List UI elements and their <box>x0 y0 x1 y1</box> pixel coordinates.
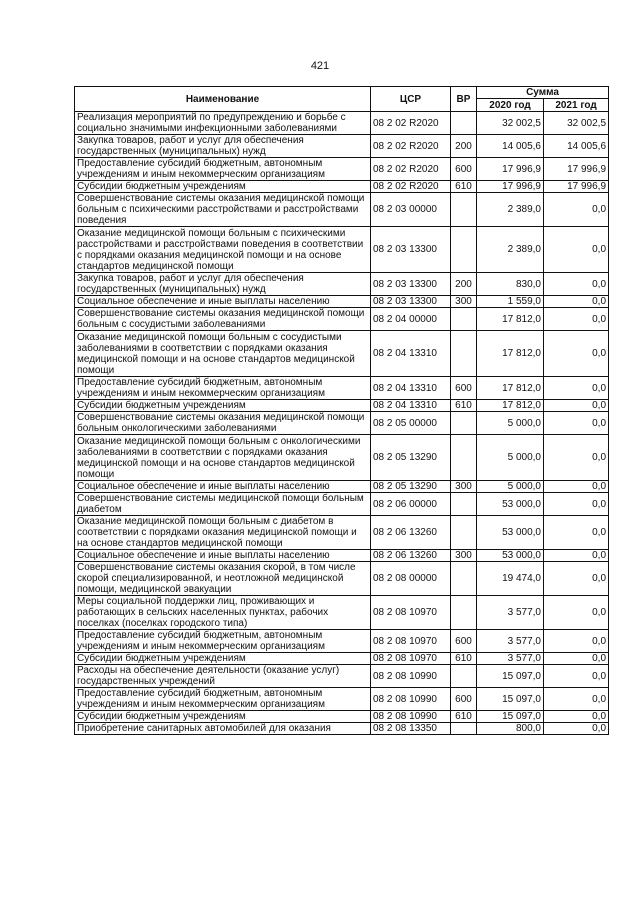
row-vr: 300 <box>451 296 477 308</box>
row-sum-2021: 0,0 <box>544 493 609 516</box>
table-row <box>75 158 609 181</box>
table-row <box>75 227 609 273</box>
header-csr: ЦСР <box>371 87 451 112</box>
row-sum-2020: 14 005,6 <box>477 135 544 158</box>
row-sum-2020: 17 996,9 <box>477 181 544 193</box>
row-sum-2021: 0,0 <box>544 550 609 562</box>
row-vr <box>451 435 477 481</box>
row-vr: 610 <box>451 400 477 412</box>
row-name: Реализация мероприятий по предупреждению и борьбе с социально значимыми инфекционными заболеваниями <box>75 112 371 135</box>
row-sum-2020: 5 000,0 <box>477 412 544 435</box>
row-sum-2020: 830,0 <box>477 273 544 296</box>
table-row <box>75 723 609 735</box>
row-name: Меры социальной поддержки лиц, проживающих и работающих в сельских населенных пунктах, рабочих поселках (поселках городского типа) <box>75 596 371 630</box>
row-sum-2021: 0,0 <box>544 296 609 308</box>
row-sum-2020: 17 996,9 <box>477 158 544 181</box>
row-vr <box>451 493 477 516</box>
table-row <box>75 596 609 630</box>
row-sum-2020: 15 097,0 <box>477 688 544 711</box>
row-sum-2020: 32 002,5 <box>477 112 544 135</box>
row-sum-2021: 0,0 <box>544 377 609 400</box>
row-vr <box>451 562 477 596</box>
row-name: Оказание медицинской помощи больным с психическими расстройствами и расстройствами поведения в соответствии с порядками оказания медицинской помощи и на основе стандартов медицинской помощи <box>75 227 371 273</box>
row-name: Социальное обеспечение и иные выплаты населению <box>75 481 371 493</box>
row-csr: 08 2 08 10970 <box>371 596 451 630</box>
row-csr: 08 2 08 10990 <box>371 688 451 711</box>
row-vr: 600 <box>451 630 477 653</box>
row-csr: 08 2 06 13260 <box>371 550 451 562</box>
row-csr: 08 2 06 13260 <box>371 516 451 550</box>
header-sum: Сумма <box>477 87 609 99</box>
row-csr: 08 2 08 10990 <box>371 665 451 688</box>
row-sum-2020: 3 577,0 <box>477 653 544 665</box>
row-sum-2020: 15 097,0 <box>477 665 544 688</box>
row-csr: 08 2 02 R2020 <box>371 112 451 135</box>
header-vr: ВР <box>451 87 477 112</box>
row-vr: 200 <box>451 135 477 158</box>
row-vr <box>451 227 477 273</box>
row-sum-2020: 17 812,0 <box>477 331 544 377</box>
row-sum-2021: 0,0 <box>544 412 609 435</box>
table-row <box>75 562 609 596</box>
table-body <box>75 112 609 735</box>
row-vr: 600 <box>451 158 477 181</box>
row-csr: 08 2 02 R2020 <box>371 135 451 158</box>
row-name: Социальное обеспечение и иные выплаты населению <box>75 550 371 562</box>
row-csr: 08 2 08 13350 <box>371 723 451 735</box>
row-sum-2021: 14 005,6 <box>544 135 609 158</box>
row-name: Оказание медицинской помощи больным с диабетом в соответствии с порядками оказания медицинской помощи и на основе стандартов медицинской помощи <box>75 516 371 550</box>
row-vr <box>451 412 477 435</box>
row-sum-2020: 3 577,0 <box>477 596 544 630</box>
row-sum-2021: 0,0 <box>544 400 609 412</box>
row-csr: 08 2 05 13290 <box>371 435 451 481</box>
table-row <box>75 331 609 377</box>
row-vr <box>451 665 477 688</box>
row-vr: 300 <box>451 481 477 493</box>
row-sum-2021: 0,0 <box>544 435 609 481</box>
row-name: Совершенствование системы оказания медицинской помощи больным с психическими расстройствами и расстройствами поведения <box>75 193 371 227</box>
row-csr: 08 2 08 00000 <box>371 562 451 596</box>
row-sum-2021: 0,0 <box>544 562 609 596</box>
row-vr <box>451 723 477 735</box>
row-sum-2021: 0,0 <box>544 711 609 723</box>
row-sum-2020: 2 389,0 <box>477 227 544 273</box>
row-sum-2021: 0,0 <box>544 331 609 377</box>
row-name: Совершенствование системы оказания скорой, в том числе скорой специализированной, и неотложной медицинской помощи, медицинской эвакуации <box>75 562 371 596</box>
row-sum-2021: 0,0 <box>544 273 609 296</box>
table-row <box>75 711 609 723</box>
row-csr: 08 2 03 13300 <box>371 227 451 273</box>
budget-table <box>74 86 609 735</box>
row-name: Предоставление субсидий бюджетным, автономным учреждениям и иным некоммерческим организациям <box>75 377 371 400</box>
row-csr: 08 2 03 13300 <box>371 273 451 296</box>
row-sum-2020: 5 000,0 <box>477 481 544 493</box>
row-csr: 08 2 04 13310 <box>371 400 451 412</box>
page-number: 421 <box>310 60 330 72</box>
row-vr <box>451 516 477 550</box>
row-vr: 200 <box>451 273 477 296</box>
table-row <box>75 193 609 227</box>
row-sum-2020: 17 812,0 <box>477 377 544 400</box>
row-csr: 08 2 08 10970 <box>371 630 451 653</box>
row-vr: 610 <box>451 181 477 193</box>
row-name: Социальное обеспечение и иные выплаты населению <box>75 296 371 308</box>
row-name: Оказание медицинской помощи больным с онкологическими заболеваниями в соответствии с порядками оказания медицинской помощи и на основе стандартов медицинской помощи <box>75 435 371 481</box>
row-name: Закупка товаров, работ и услуг для обеспечения государственных (муниципальных) нужд <box>75 273 371 296</box>
row-sum-2020: 5 000,0 <box>477 435 544 481</box>
table-row <box>75 665 609 688</box>
row-vr: 600 <box>451 377 477 400</box>
table-row <box>75 308 609 331</box>
row-name: Совершенствование системы оказания медицинской помощи больным онкологическими заболеваниями <box>75 412 371 435</box>
row-sum-2021: 17 996,9 <box>544 158 609 181</box>
table-row <box>75 493 609 516</box>
row-name: Оказание медицинской помощи больным с сосудистыми заболеваниями в соответствии с порядками оказания медицинской помощи и на основе стандартов медицинской помощи <box>75 331 371 377</box>
row-sum-2020: 15 097,0 <box>477 711 544 723</box>
row-csr: 08 2 03 00000 <box>371 193 451 227</box>
table-header <box>75 87 609 112</box>
row-sum-2021: 0,0 <box>544 688 609 711</box>
row-name: Предоставление субсидий бюджетным, автономным учреждениям и иным некоммерческим организациям <box>75 630 371 653</box>
row-sum-2021: 0,0 <box>544 481 609 493</box>
header-name: Наименование <box>75 87 371 112</box>
table-row <box>75 435 609 481</box>
row-vr: 300 <box>451 550 477 562</box>
row-sum-2020: 800,0 <box>477 723 544 735</box>
row-csr: 08 2 06 00000 <box>371 493 451 516</box>
table-row <box>75 273 609 296</box>
row-name: Расходы на обеспечение деятельности (оказание услуг) государственных учреждений <box>75 665 371 688</box>
row-sum-2021: 0,0 <box>544 227 609 273</box>
row-sum-2021: 17 996,9 <box>544 181 609 193</box>
row-name: Субсидии бюджетным учреждениям <box>75 181 371 193</box>
row-sum-2021: 0,0 <box>544 516 609 550</box>
row-name: Субсидии бюджетным учреждениям <box>75 400 371 412</box>
row-name: Совершенствование системы медицинской помощи больным диабетом <box>75 493 371 516</box>
row-sum-2021: 0,0 <box>544 653 609 665</box>
row-sum-2021: 0,0 <box>544 596 609 630</box>
row-sum-2020: 3 577,0 <box>477 630 544 653</box>
row-sum-2020: 53 000,0 <box>477 550 544 562</box>
table-row <box>75 653 609 665</box>
table-row <box>75 400 609 412</box>
row-name: Совершенствование системы оказания медицинской помощи больным с сосудистыми заболеваниями <box>75 308 371 331</box>
table-row <box>75 412 609 435</box>
table-row <box>75 630 609 653</box>
table-row <box>75 181 609 193</box>
row-sum-2021: 32 002,5 <box>544 112 609 135</box>
row-sum-2021: 0,0 <box>544 308 609 331</box>
row-csr: 08 2 04 13310 <box>371 377 451 400</box>
row-csr: 08 2 02 R2020 <box>371 158 451 181</box>
row-csr: 08 2 08 10970 <box>371 653 451 665</box>
table-row <box>75 516 609 550</box>
row-sum-2021: 0,0 <box>544 723 609 735</box>
row-csr: 08 2 04 13310 <box>371 331 451 377</box>
row-vr: 610 <box>451 711 477 723</box>
row-sum-2020: 1 559,0 <box>477 296 544 308</box>
row-name: Субсидии бюджетным учреждениям <box>75 711 371 723</box>
row-vr <box>451 308 477 331</box>
header-year-2020: 2020 год <box>477 99 544 112</box>
row-sum-2020: 17 812,0 <box>477 400 544 412</box>
table-row <box>75 550 609 562</box>
row-sum-2021: 0,0 <box>544 630 609 653</box>
table-row <box>75 377 609 400</box>
table-row <box>75 135 609 158</box>
row-csr: 08 2 04 00000 <box>371 308 451 331</box>
row-vr <box>451 112 477 135</box>
row-vr: 610 <box>451 653 477 665</box>
header-year-2021: 2021 год <box>544 99 609 112</box>
table-row <box>75 481 609 493</box>
row-sum-2020: 19 474,0 <box>477 562 544 596</box>
table-row <box>75 112 609 135</box>
row-vr <box>451 331 477 377</box>
row-name: Закупка товаров, работ и услуг для обеспечения государственных (муниципальных) нужд <box>75 135 371 158</box>
row-sum-2020: 53 000,0 <box>477 493 544 516</box>
row-name: Субсидии бюджетным учреждениям <box>75 653 371 665</box>
table-row <box>75 688 609 711</box>
row-sum-2021: 0,0 <box>544 665 609 688</box>
row-csr: 08 2 03 13300 <box>371 296 451 308</box>
row-vr <box>451 193 477 227</box>
row-sum-2021: 0,0 <box>544 193 609 227</box>
row-sum-2020: 2 389,0 <box>477 193 544 227</box>
row-csr: 08 2 05 13290 <box>371 481 451 493</box>
row-csr: 08 2 08 10990 <box>371 711 451 723</box>
row-name: Предоставление субсидий бюджетным, автономным учреждениям и иным некоммерческим организациям <box>75 158 371 181</box>
row-name: Приобретение санитарных автомобилей для оказания <box>75 723 371 735</box>
row-vr: 600 <box>451 688 477 711</box>
row-csr: 08 2 02 R2020 <box>371 181 451 193</box>
row-csr: 08 2 05 00000 <box>371 412 451 435</box>
row-sum-2020: 17 812,0 <box>477 308 544 331</box>
table-row <box>75 296 609 308</box>
row-sum-2020: 53 000,0 <box>477 516 544 550</box>
row-name: Предоставление субсидий бюджетным, автономным учреждениям и иным некоммерческим организациям <box>75 688 371 711</box>
row-vr <box>451 596 477 630</box>
